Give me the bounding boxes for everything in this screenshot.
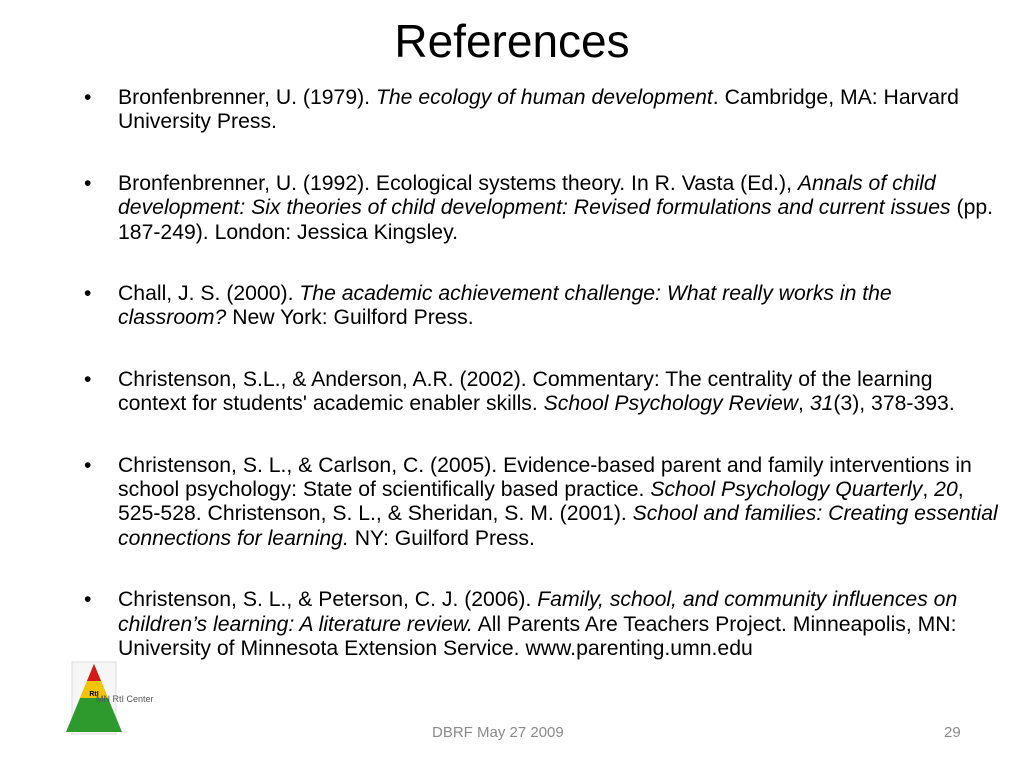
reference-italic-text: School Psychology Quarterly [650,478,923,502]
reference-text: Christenson, S. L., & Peterson, C. J. (2006). [118,588,538,612]
page-number: 29 [944,724,961,741]
reference-item [70,282,1000,331]
logo-label: MN RtI Center [96,694,154,704]
bullet-icon: • [84,282,92,306]
reference-text: , 525-528. Christenson, S. L., & Sheridan, S. M. (2001). [118,478,964,526]
reference-text: , [922,478,935,502]
reference-italic-text: 31 [809,392,834,416]
bullet-icon: • [84,367,92,391]
reference-text: All Parents Are Teachers Project. Minneapolis, MN: University of Minnesota Extension Service. www.parenting.umn.edu [118,612,957,661]
logo-badge-text: RtI [89,691,99,698]
reference-text: , [798,392,810,416]
reference-text: Bronfenbrenner, U. (1992). Ecological systems theory. In R. Vasta (Ed.), [118,171,798,195]
reference-italic-text: School Psychology Review [543,392,799,416]
reference-text: Bronfenbrenner, U. (1979). [118,86,376,109]
reference-text: NY: Guilford Press. [348,526,535,550]
reference-text: (pp. 187-249). London: Jessica Kingsley. [118,196,994,244]
bullet-icon: • [84,453,92,477]
reference-text: . Cambridge, MA: Harvard University Press. [118,86,959,134]
reference-item [70,454,1000,552]
reference-italic-text: The ecology of human development [375,86,713,109]
reference-italic-text: The academic achievement challenge: What really works in the classroom? [118,282,892,330]
reference-italic-text: Family, school, and community influences on children’s learning: A literature review. [118,588,958,636]
reference-italic-text: 20 [934,478,958,502]
reference-item [70,368,1000,417]
reference-text: Christenson, S.L., & Anderson, A.R. (2002). Commentary: The centrality of the learning context for students' academic enabler skills. [118,367,933,416]
reference-text: Christenson, S. L., & Carlson, C. (2005). Evidence-based parent and family interventions in school psychology: State of scientifically based practice. [118,453,972,502]
slide-title: References [394,15,630,67]
bullet-icon: • [84,588,92,612]
reference-text: (3), 378-393. [833,392,955,416]
reference-italic-text: School and families: Creating essential connections for learning. [118,502,998,550]
bullet-icon: • [84,86,92,109]
reference-list [70,86,1000,699]
reference-item [70,588,1000,661]
reference-text: Chall, J. S. (2000). [118,282,300,306]
bullet-icon: • [84,171,92,195]
reference-item [70,86,1000,135]
reference-text: New York: Guilford Press. [226,306,474,330]
footer-date: DBRF May 27 2009 [432,724,564,741]
reference-item [70,172,1000,245]
reference-italic-text: Annals of child development: Six theories of child development: Revised formulations and current issues [118,171,951,220]
